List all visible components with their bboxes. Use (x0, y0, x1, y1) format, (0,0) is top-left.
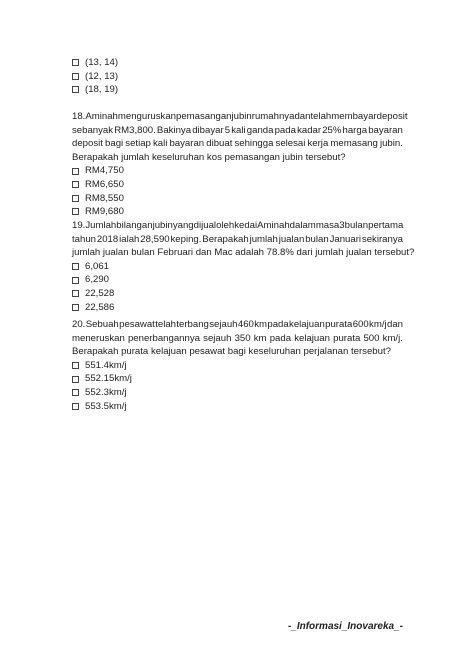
word: 28,590 (140, 233, 170, 245)
word: yang (172, 220, 194, 231)
option-label: RM6,650 (85, 178, 124, 190)
option-label: 6,290 (85, 274, 110, 286)
checkbox-icon[interactable] (72, 59, 79, 66)
word: 18. (72, 111, 86, 122)
checkbox-icon[interactable] (72, 195, 79, 202)
question-20-text (72, 318, 403, 359)
word: sejauh (209, 319, 238, 330)
option-item[interactable] (72, 205, 403, 219)
word: ganda (246, 124, 274, 136)
word: dan (294, 111, 311, 122)
word: bayaran (368, 124, 403, 136)
question-18-text (72, 110, 408, 164)
option-item[interactable] (72, 372, 403, 386)
option-item[interactable] (72, 287, 403, 301)
word: 20. (72, 319, 86, 330)
option-label: RM8,550 (85, 192, 124, 204)
word: deposit (376, 111, 408, 122)
checkbox-icon[interactable] (72, 208, 79, 215)
word: kali (231, 124, 246, 136)
word: kali (152, 138, 168, 150)
word: 3 (339, 220, 345, 231)
word: bulan (305, 233, 329, 245)
word: km (254, 319, 268, 330)
word: kelajuan (294, 332, 330, 344)
option-item[interactable] (72, 400, 403, 414)
word: km (253, 332, 267, 344)
word: tahun (72, 233, 97, 245)
word: memasang (330, 138, 378, 150)
word: keping. (170, 233, 202, 245)
word: 5 (224, 124, 231, 136)
word: Bakinya (156, 124, 192, 136)
option-item[interactable] (72, 260, 403, 274)
word: RM3,800. (114, 124, 156, 136)
word: masa (315, 220, 340, 231)
checkbox-icon[interactable] (72, 86, 79, 93)
word: jumlah (249, 233, 278, 245)
option-item[interactable] (72, 83, 118, 97)
word: 25% (322, 124, 342, 136)
word: telah (310, 111, 332, 122)
question-20-options (72, 359, 403, 413)
word: bulan (344, 220, 369, 231)
option-item[interactable] (72, 70, 118, 84)
option-item[interactable] (72, 301, 403, 315)
question-line (72, 332, 403, 346)
word: 460 (237, 319, 254, 330)
question-line-last: jumlah jualan bulan Februari dan Mac adalah 78.8% dari jumlah jualan tersebut? (72, 247, 415, 259)
option-label: 551.4km/j (85, 359, 127, 371)
question-line (72, 318, 403, 332)
word: kadar (297, 124, 322, 136)
word: jualan (278, 233, 305, 245)
word: pertama (368, 220, 404, 231)
option-item[interactable] (72, 164, 403, 178)
checkbox-icon[interactable] (72, 362, 79, 369)
checkbox-icon[interactable] (72, 389, 79, 396)
word: bilangan (116, 220, 153, 231)
checkbox-icon[interactable] (72, 73, 79, 80)
option-label: 6,061 (85, 260, 110, 272)
word: sehingga (234, 138, 274, 150)
question-20 (72, 318, 403, 413)
word: jubin (231, 111, 252, 122)
option-item[interactable] (72, 56, 118, 70)
word: pemasangan (176, 111, 232, 122)
word: jubin (152, 220, 173, 231)
word: 2018 (96, 233, 119, 245)
word: 500 (363, 332, 380, 344)
option-item[interactable] (72, 178, 403, 192)
checkbox-icon[interactable] (72, 277, 79, 284)
word: pada (269, 332, 292, 344)
word: deposit (72, 138, 103, 150)
word: penerbangannya (127, 332, 200, 344)
option-item[interactable] (72, 273, 403, 287)
option-item[interactable] (72, 386, 403, 400)
option-label: 552.3km/j (85, 386, 127, 398)
option-item[interactable] (72, 192, 403, 206)
word: Aminah (257, 220, 290, 231)
word: dibayar (192, 124, 224, 136)
word: km/j (369, 319, 387, 330)
word: Berapakah (202, 233, 249, 245)
question-line-last: Berapakah purata kelajuan pesawat bagi keseluruhan perjalanan tersebut? (72, 346, 391, 358)
word: kerja (307, 138, 329, 150)
word: pada (274, 124, 296, 136)
option-label: (18, 19) (85, 84, 119, 96)
word: selesai (275, 138, 306, 150)
word: kedai (234, 220, 258, 231)
word: Jumlah (85, 220, 117, 231)
question-line (72, 233, 403, 247)
footer-brand: -_Informasi_Inovareka_- (287, 621, 403, 632)
checkbox-icon[interactable] (72, 376, 79, 383)
question-19-text (72, 219, 415, 260)
question-line (72, 219, 403, 233)
question-19-options (72, 260, 403, 314)
word: km/j. (382, 332, 403, 344)
word: pesawat (119, 319, 155, 330)
option-label: 22,528 (85, 287, 115, 299)
word: 350 (234, 332, 251, 344)
word: menguruskan (117, 111, 177, 122)
option-label: 553.5km/j (85, 400, 127, 412)
question-18 (72, 110, 408, 219)
word: sejauh (203, 332, 232, 344)
word: 19. (72, 220, 86, 231)
word: Aminah (85, 111, 118, 122)
checkbox-icon[interactable] (72, 168, 79, 175)
word: ialah (119, 233, 140, 245)
word: pada (267, 319, 289, 330)
word: membayar (331, 111, 377, 122)
word: harga (342, 124, 368, 136)
option-label: 552.15km/j (85, 373, 132, 385)
option-label: RM4,750 (85, 165, 124, 177)
word: terbang (176, 319, 209, 330)
word: rumahnya (251, 111, 295, 122)
word: dan (386, 319, 403, 330)
option-label: RM9,680 (85, 206, 124, 218)
question-18-options (72, 164, 403, 218)
word: jubin. (379, 138, 403, 150)
question-line (72, 110, 408, 124)
word: bayaran (169, 138, 205, 150)
word: oleh (216, 220, 235, 231)
word: dalam (289, 220, 316, 231)
option-label: 22,586 (85, 301, 115, 313)
checkbox-icon[interactable] (72, 304, 79, 311)
checkbox-icon[interactable] (72, 181, 79, 188)
word: kelajuan (289, 319, 325, 330)
word: bagi (105, 138, 124, 150)
question-19 (72, 219, 415, 314)
option-label: (13, 14) (85, 57, 119, 68)
word: telah (155, 319, 176, 330)
word: purata (333, 332, 361, 344)
checkbox-icon[interactable] (72, 290, 79, 297)
option-item[interactable] (72, 359, 403, 373)
word: meneruskan (72, 332, 125, 344)
word: dijual (193, 220, 217, 231)
question-line (72, 124, 403, 138)
word: setiap (125, 138, 151, 150)
option-label: (12, 13) (85, 70, 119, 82)
question-line-last: Berapakah jumlah keseluruhan kos pemasangan jubin tersebut? (72, 151, 346, 163)
word: Sebuah (85, 319, 119, 330)
checkbox-icon[interactable] (72, 403, 79, 410)
word: sekiranya (361, 233, 403, 245)
word: sebanyak (72, 124, 114, 136)
prev-options (72, 56, 118, 97)
word: 600 (352, 319, 369, 330)
word: Januari (329, 233, 362, 245)
word: dibuat (206, 138, 233, 150)
question-line (72, 137, 403, 151)
checkbox-icon[interactable] (72, 263, 79, 270)
word: purata (325, 319, 353, 330)
